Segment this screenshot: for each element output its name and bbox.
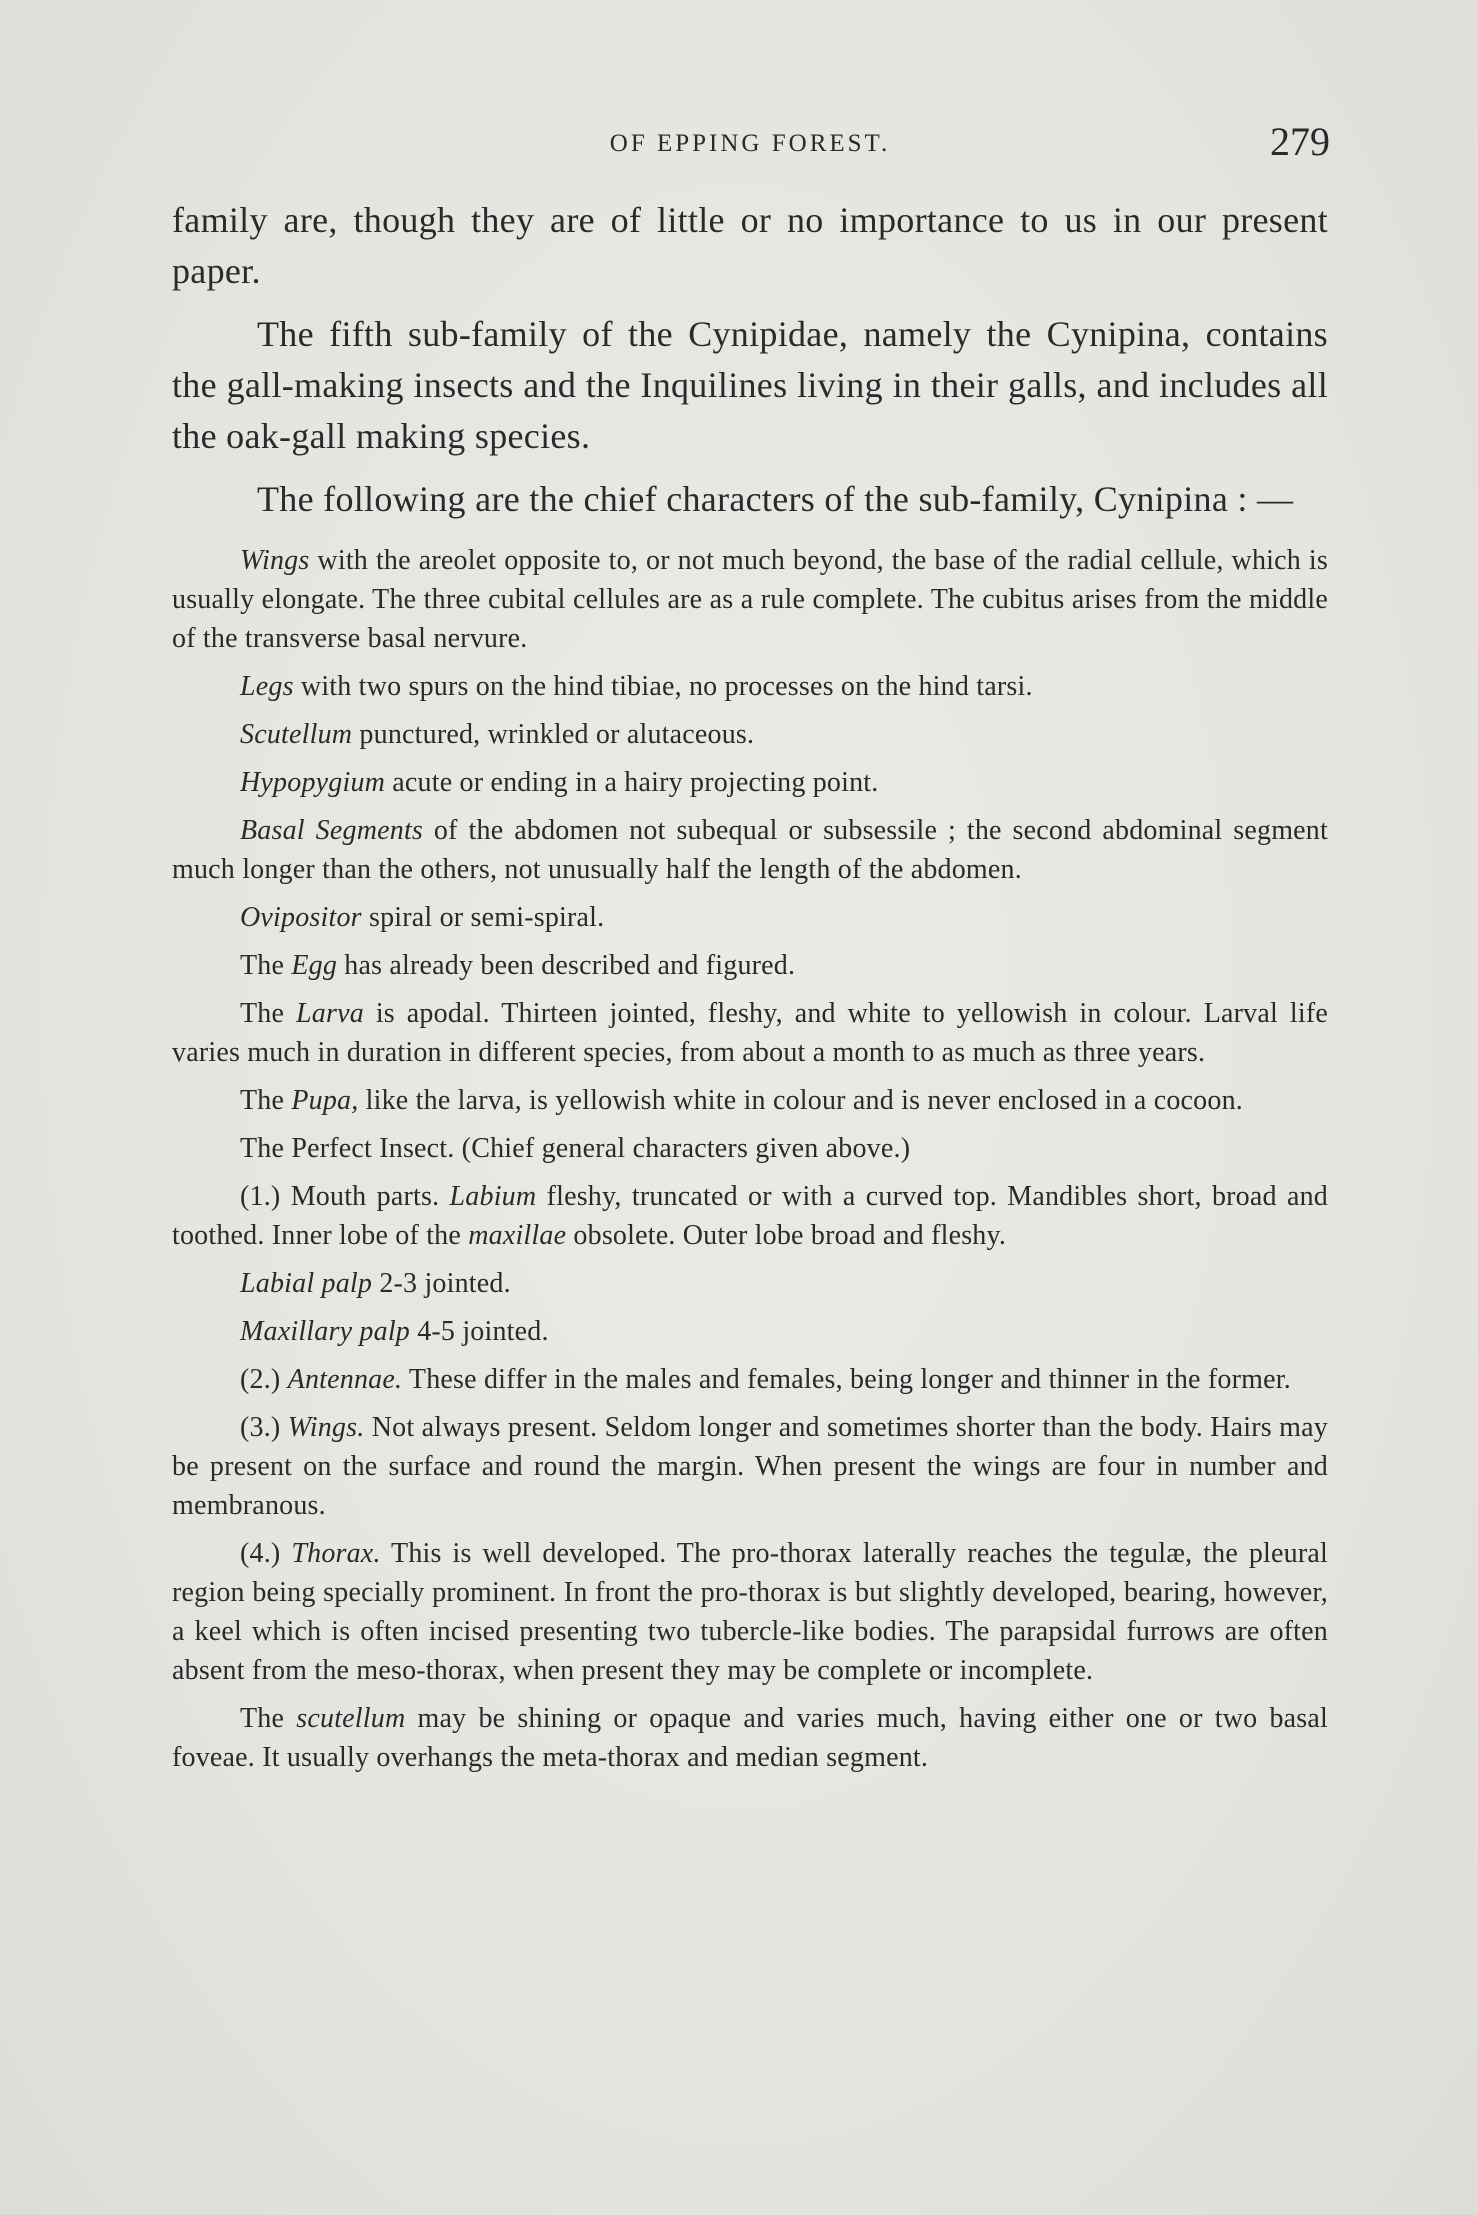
term-pupa: Pupa, (291, 1085, 359, 1116)
term-labial-palp: Labial palp (240, 1268, 373, 1299)
paragraph-thorax (172, 1534, 1328, 1690)
term-scutellum: Scutellum (240, 719, 353, 750)
term-ovipositor: Ovipositor (240, 902, 362, 933)
text-legs: with two spurs on the hind tibiae, no processes on the hind tarsi. (293, 671, 1033, 702)
page-header (170, 118, 1330, 168)
term-antennae: Antennae. (287, 1364, 403, 1395)
pre-thorax: (4.) (240, 1538, 292, 1569)
paragraph-labial-palp (172, 1264, 1328, 1303)
text-maxillary-palp: 4-5 jointed. (410, 1316, 549, 1347)
paragraph-chief-characters: The following are the chief characters of the sub-family, Cynipina : — (257, 479, 1294, 519)
term-maxillae: maxillae (468, 1220, 567, 1251)
term-legs: Legs (240, 671, 294, 702)
pre-pupa: The (240, 1085, 292, 1116)
mid-mouth: fleshy, truncated or with a curved top. Mandibles short, broad and toothed. Inner lobe of the (172, 1181, 1328, 1251)
page-number: 279 (1270, 119, 1330, 164)
text-basal-segments: of the abdomen not subequal or subsessile ; the second abdominal segment much longer than the others, not unusually half the length of the abdomen. (172, 815, 1328, 885)
body-text (172, 195, 1328, 1777)
text-egg: has already been described and figured. (337, 950, 796, 981)
term-hypopygium: Hypopygium (240, 767, 386, 798)
text-larva: is apodal. Thirteen jointed, fleshy, and white to yellowish in colour. Larval life varies much in duration in different species, from about a month to as much as three years. (172, 998, 1328, 1068)
term-scutellum-detail: scutellum (296, 1703, 406, 1734)
running-head: OF EPPING FOREST. (609, 130, 891, 157)
paragraph-fifth-subfamily: The fifth sub-family of the Cynipidae, namely the Cynipina, contains the gall-making insects and the Inquilines living in their galls, and includes all the oak-gall making species. (172, 314, 1328, 456)
text-wings: with the areolet opposite to, or not much beyond, the base of the radial cellule, which is usually elongate. The three cubital cellules are as a rule complete. The cubitus arises from the middle of the transverse basal nervure. (172, 545, 1328, 654)
paragraph-continuation: family are, though they are of little or no importance to us in our present paper. (172, 200, 1328, 291)
text-mouth: obsolete. Outer lobe broad and fleshy. (566, 1220, 1007, 1251)
text-hypopygium: acute or ending in a hairy projecting point. (385, 767, 879, 798)
text-labial-palp: 2-3 jointed. (372, 1268, 511, 1299)
paragraph-basal-segments (172, 811, 1328, 889)
pre-larva: The (240, 998, 297, 1029)
term-wings: Wings (240, 545, 310, 576)
paragraph-ovipositor (172, 898, 1328, 937)
paragraph-legs (172, 667, 1328, 706)
paragraph-wings (172, 541, 1328, 658)
pre-mouth: (1.) Mouth parts. (240, 1181, 450, 1212)
paragraph-wings-detail (172, 1408, 1328, 1525)
term-labium: Labium (449, 1181, 537, 1212)
paragraph-antennae (172, 1360, 1328, 1399)
paragraph-scutellum (172, 715, 1328, 754)
paragraph-egg (172, 946, 1328, 985)
term-larva: Larva (296, 998, 364, 1029)
term-egg: Egg (291, 950, 338, 981)
paragraph-pupa (172, 1081, 1328, 1120)
text-pupa: like the larva, is yellowish white in colour and is never enclosed in a cocoon. (358, 1085, 1243, 1116)
text-antennae: These differ in the males and females, being longer and thinner in the former. (402, 1364, 1291, 1395)
term-basal-segments: Basal Segments (240, 815, 424, 846)
term-maxillary-palp: Maxillary palp (240, 1316, 410, 1347)
term-wings-detail: Wings. (287, 1412, 365, 1443)
paragraph-larva (172, 994, 1328, 1072)
paragraph-perfect-insect: The Perfect Insect. (Chief general characters given above.) (240, 1133, 911, 1164)
paragraph-scutellum-detail (172, 1699, 1328, 1777)
text-thorax: This is well developed. The pro-thorax laterally reaches the tegulæ, the pleural region being specially prominent. In front the pro-thorax is but slightly developed, bearing, however, a keel which is often incised presenting two tubercle-like bodies. The parapsidal furrows are often absent from the meso-thorax, when present they may be complete or incomplete. (172, 1538, 1328, 1686)
term-thorax: Thorax. (291, 1538, 381, 1569)
paragraph-maxillary-palp (172, 1312, 1328, 1351)
text-wings-detail: Not always present. Seldom longer and sometimes shorter than the body. Hairs may be present on the surface and round the margin. When present the wings are four in number and membranous. (172, 1412, 1328, 1521)
pre-egg: The (240, 950, 292, 981)
text-ovipositor: spiral or semi-spiral. (361, 902, 605, 933)
pre-antennae: (2.) (240, 1364, 288, 1395)
pre-wings-detail: (3.) (240, 1412, 288, 1443)
paragraph-mouth-parts (172, 1177, 1328, 1255)
pre-scutellum-detail: The (240, 1703, 297, 1734)
text-scutellum: punctured, wrinkled or alutaceous. (352, 719, 755, 750)
paragraph-hypopygium (172, 763, 1328, 802)
text-scutellum-detail: may be shining or opaque and varies much, having either one or two basal foveae. It usually overhangs the meta-thorax and median segment. (172, 1703, 1328, 1773)
